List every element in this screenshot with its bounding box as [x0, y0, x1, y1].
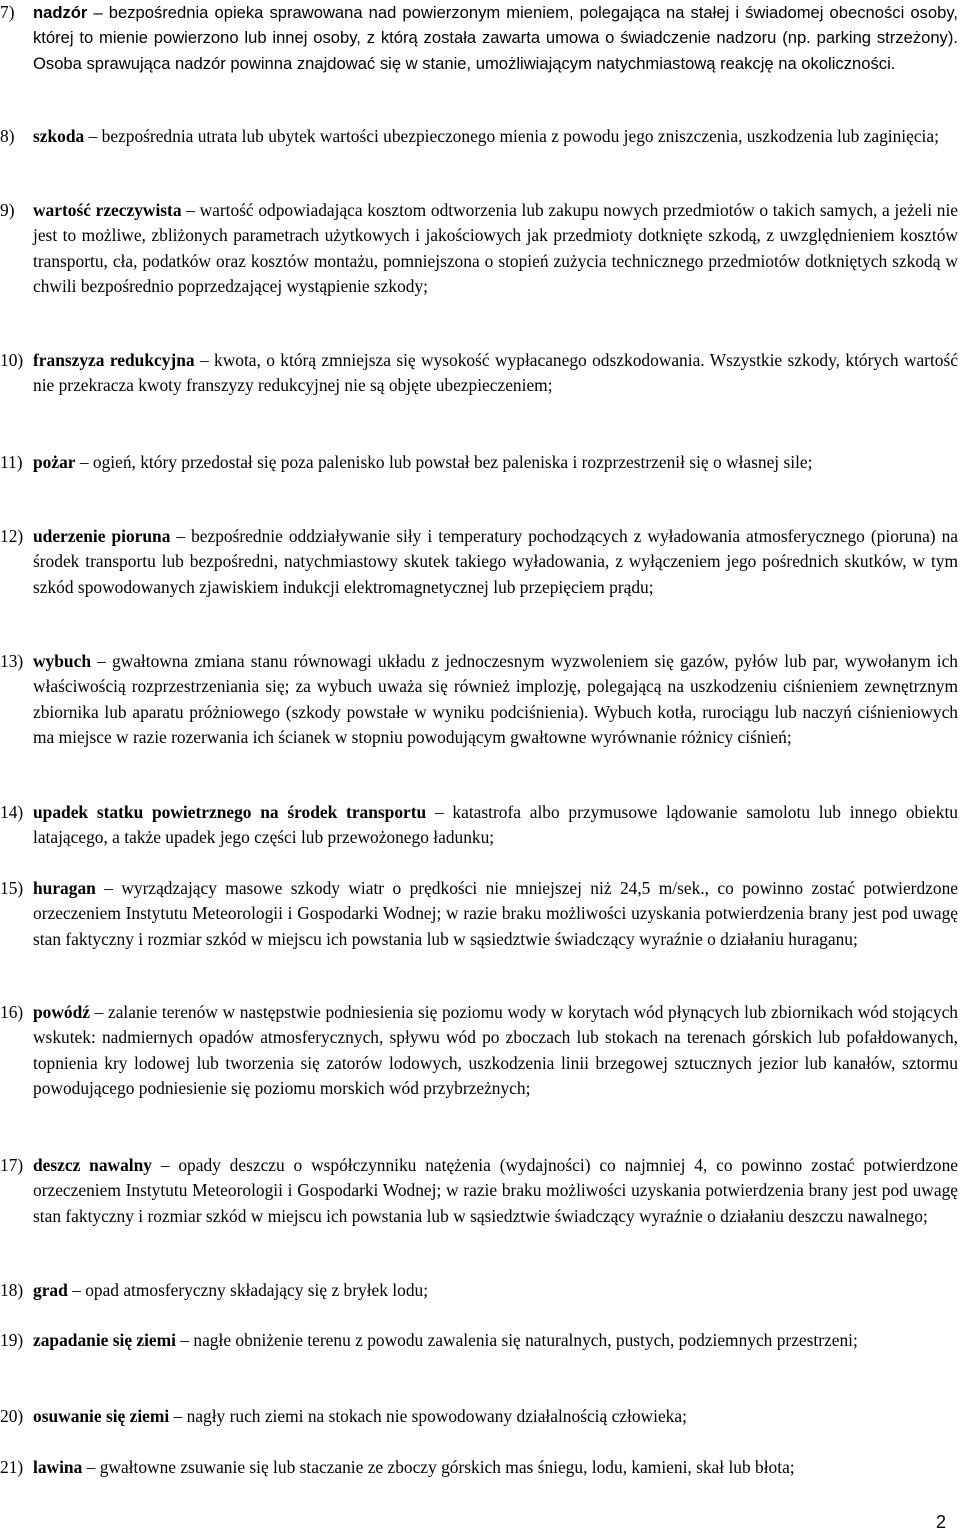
definition-item	[0, 1000, 958, 1101]
item-term: franszyza redukcyjna	[33, 350, 195, 370]
item-body	[33, 1455, 958, 1480]
definition-item	[0, 800, 958, 851]
definition-item	[0, 124, 958, 149]
item-body	[33, 348, 958, 399]
item-text: – gwałtowna zmiana stanu równowagi układu z jednoczesnym wyzwoleniem się gazów, pyłów lub par, wywołanym ich właściwością rozprzestrzeniania się; za wybuch uważa się również implozję, polegającą na uszkodzeniu ciśnieniem zewnętrznym zbiornika lub aparatu próżniowego (szkody powstałe w wyniku podciśnienia). Wybuch kotła, rurociągu lub naczyń ciśnieniowych ma miejsce w razie rozerwania ich ścianek w stopniu powodującym gwałtowne wyrównanie różnicy ciśnień;	[33, 651, 958, 747]
item-term: powódź	[33, 1002, 91, 1022]
item-number: 15)	[0, 878, 24, 898]
definition-item	[0, 348, 958, 399]
item-term: szkoda	[33, 126, 85, 146]
item-number: 21)	[0, 1457, 24, 1477]
item-text: – kwota, o którą zmniejsza się wysokość wypłacanego odszkodowania. Wszystkie szkody, których wartość nie przekracza kwoty franszyzy redukcyjnej nie są objęte ubezpieczeniem;	[33, 350, 958, 396]
item-number: 11)	[0, 452, 23, 472]
item-text: – wyrządzający masowe szkody wiatr o prędkości nie mniejszej niż 24,5 m/sek., co powinno zostać potwierdzone orzeczeniem Instytutu Meteorologii i Gospodarki Wodnej; w razie braku możliwości uzyskania potwierdzenia brany jest pod uwagę stan faktyczny i rozmiar szkód w miejscu ich powstania lub w sąsiedztwie świadczący wyraźnie o działaniu huraganu;	[33, 878, 958, 949]
item-body	[33, 0, 958, 76]
definition-item	[0, 524, 958, 600]
definition-item	[0, 1455, 958, 1480]
item-number: 8)	[0, 126, 15, 146]
item-term: lawina	[33, 1457, 83, 1477]
item-text: – nagłe obniżenie terenu z powodu zawalenia się naturalnych, pustych, podziemnych przestrzeni;	[175, 1330, 858, 1350]
page-number: 2	[936, 1512, 947, 1532]
item-text: – bezpośrednia opieka sprawowana nad powierzonym mieniem, polegająca na stałej i świadomej obecności osoby, której to mienie powierzono lub innej osoby, z którą została zawarta umowa o świadczenie nadzoru (np. parking strzeżony). Osoba sprawująca nadzór powinna znajdować się w stanie, umożliwiającym natychmiastową reakcję na okoliczności.	[33, 3, 958, 73]
item-text: – katastrofa albo przymusowe lądowanie samolotu lub innego obiektu latającego, a także upadek jego części lub przewożonego ładunku;	[33, 802, 958, 848]
item-body	[33, 800, 958, 851]
item-body	[33, 1328, 958, 1353]
item-number: 14)	[0, 802, 24, 822]
item-body	[33, 1153, 958, 1229]
item-number: 20)	[0, 1406, 24, 1426]
item-term: zapadanie się ziemi	[33, 1330, 176, 1350]
item-term: uderzenie pioruna	[33, 526, 171, 546]
item-body	[33, 876, 958, 952]
definition-item	[0, 1278, 958, 1303]
item-body	[33, 524, 958, 600]
item-number: 10)	[0, 350, 24, 370]
item-number: 19)	[0, 1330, 24, 1350]
definition-item	[0, 450, 958, 475]
item-term: wybuch	[33, 651, 91, 671]
definition-item	[0, 876, 958, 952]
item-number: 12)	[0, 526, 24, 546]
item-body	[33, 450, 958, 475]
item-text: – ogień, który przedostał się poza palenisko lub powstał bez paleniska i rozprzestrzenił się o własnej sile;	[75, 452, 813, 472]
item-number: 13)	[0, 651, 24, 671]
item-body	[33, 649, 958, 750]
definition-item	[0, 649, 958, 750]
item-term: nadzór	[33, 3, 88, 22]
item-term: wartość rzeczywista	[33, 200, 182, 220]
item-number: 9)	[0, 200, 15, 220]
item-text: – bezpośrednie oddziaływanie siły i temperatury pochodzących z wyładowania atmosferycznego (pioruna) na środek transportu lub bezpośredni, natychmiastowy skutek takiego wyładowania, z wyłączeniem jego pośrednich skutków, w tym szkód spowodowanych zjawiskiem indukcji elektromagnetycznej lub przepięciem prądu;	[33, 526, 958, 597]
item-term: upadek statku powietrznego na środek transportu	[33, 802, 427, 822]
item-number: 18)	[0, 1280, 24, 1300]
item-text: – opad atmosferyczny składający się z bryłek lodu;	[67, 1280, 429, 1300]
definition-item	[0, 0, 958, 76]
item-number: 7)	[0, 2, 15, 22]
item-text: – wartość odpowiadająca kosztom odtworzenia lub zakupu nowych przedmiotów o takich samych, a jeżeli nie jest to możliwe, zbliżonych parametrach użytkowych i jakościowych jak przedmioty dotknięte szkodą, z uwzględnieniem kosztów transportu, cła, podatków oraz kosztów montażu, pomniejszona o stopień zużycia technicznego przedmiotów dotkniętych szkodą w chwili bezpośrednio poprzedzającej wystąpienie szkody;	[33, 200, 958, 296]
item-text: – opady deszczu o współczynniku natężenia (wydajności) co najmniej 4, co powinno zostać potwierdzone orzeczeniem Instytutu Meteorologii i Gospodarki Wodnej; w razie braku możliwości uzyskania potwierdzenia brany jest pod uwagę stan faktyczny i rozmiar szkód w miejscu ich powstania lub w sąsiedztwie świadczący wyraźnie o działaniu deszczu nawalnego;	[33, 1155, 959, 1226]
item-term: huragan	[33, 878, 96, 898]
definition-item	[0, 1328, 958, 1353]
definition-item	[0, 1153, 958, 1229]
item-text: – nagły ruch ziemi na stokach nie spowodowany działalnością człowieka;	[169, 1406, 687, 1426]
definition-item	[0, 1404, 958, 1429]
item-text: – zalanie terenów w następstwie podniesienia się poziomu wody w korytach wód płynących lub zbiornikach wód stojących wskutek: nadmiernych opadów atmosferycznych, spływu wód po zboczach lub stokach na terenach górskich lub pofałdowanych, topnienia kry lodowej lub tworzenia się zatorów lodowych, uszkodzenia linii brzegowej sztucznych jezior lub kanałów, sztormu powodującego podniesienie się poziomu morskich wód przybrzeżnych;	[33, 1002, 958, 1098]
item-body	[33, 1278, 958, 1303]
definition-item	[0, 198, 958, 299]
item-body	[33, 198, 958, 299]
item-term: grad	[33, 1280, 68, 1300]
item-text: – bezpośrednia utrata lub ubytek wartości ubezpieczonego mienia z powodu jego zniszczenia, uszkodzenia lub zaginięcia;	[84, 126, 939, 146]
item-body	[33, 124, 958, 149]
item-term: osuwanie się ziemi	[33, 1406, 170, 1426]
item-number: 16)	[0, 1002, 24, 1022]
item-body	[33, 1404, 958, 1429]
item-number: 17)	[0, 1155, 24, 1175]
item-term: deszcz nawalny	[33, 1155, 152, 1175]
item-term: pożar	[33, 452, 76, 472]
item-text: – gwałtowne zsuwanie się lub staczanie ze zboczy górskich mas śniegu, lodu, kamieni, skał lub błota;	[82, 1457, 795, 1477]
item-body	[33, 1000, 958, 1101]
